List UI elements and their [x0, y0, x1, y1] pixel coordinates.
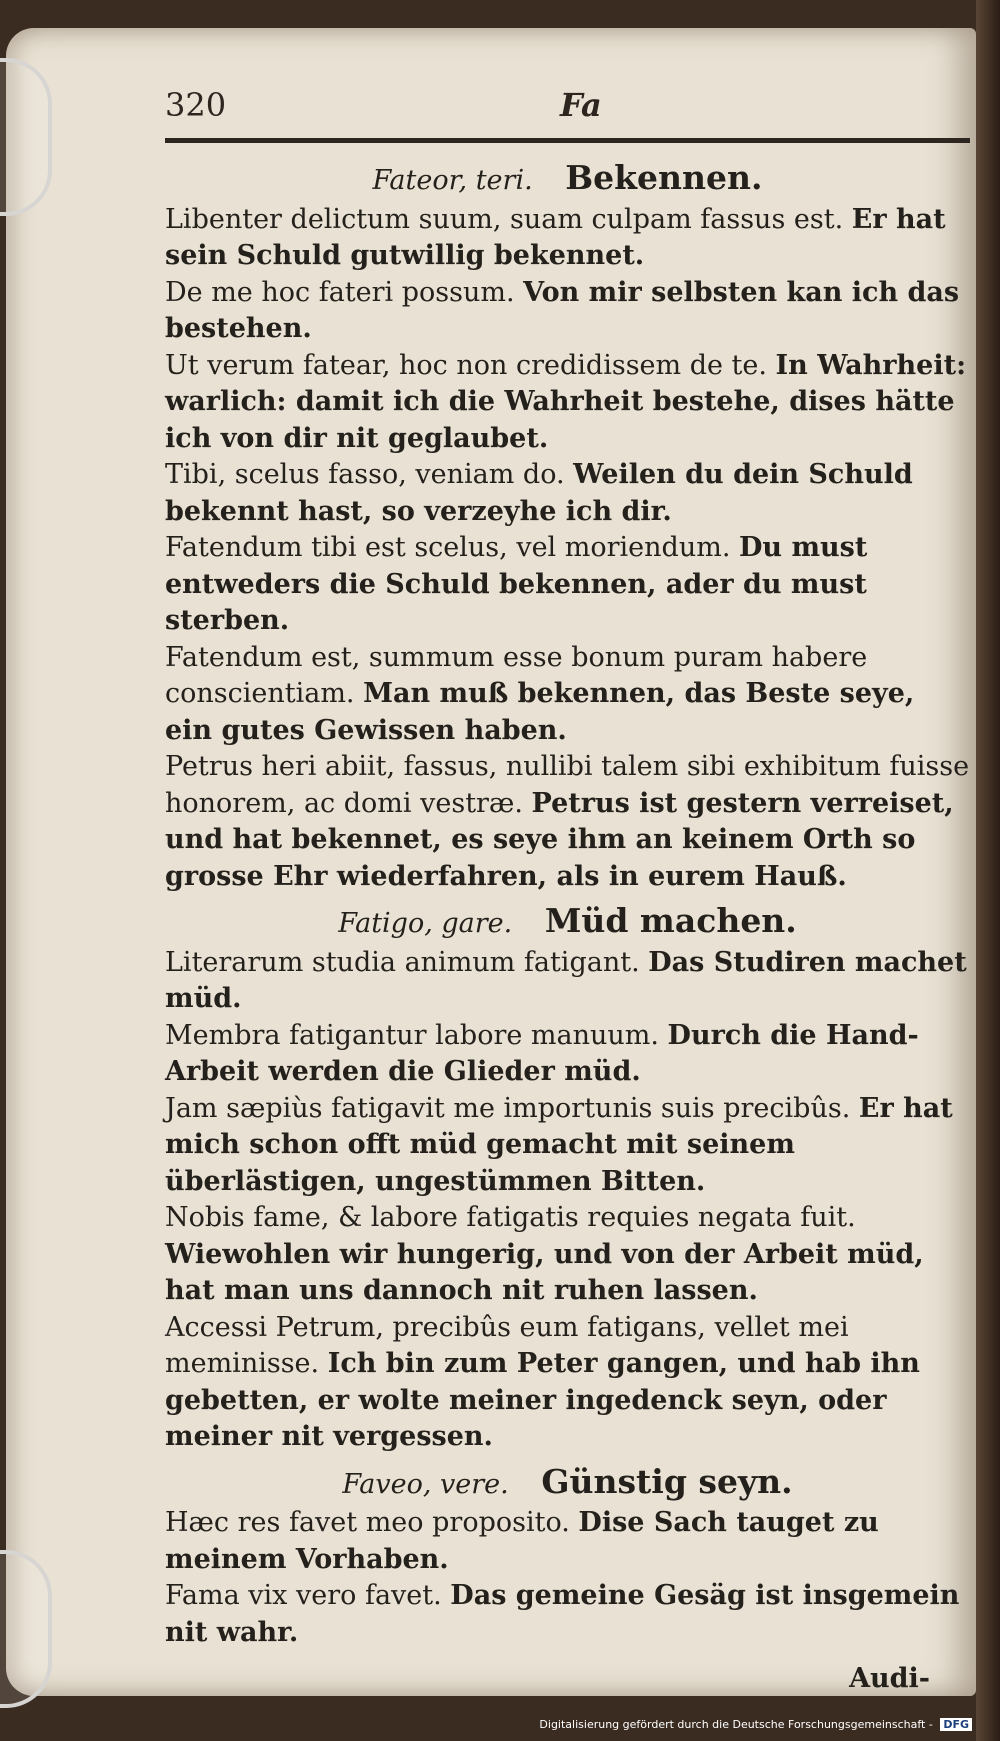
german-translation: Das Studiren machet müd.	[165, 946, 967, 1014]
dictionary-entry	[165, 945, 970, 1018]
dictionary-entry	[165, 457, 970, 530]
page-content	[165, 156, 970, 1698]
dictionary-entry	[165, 348, 970, 458]
footer-credit: Digitalisierung gefördert durch die Deutsche Forschungsgemeinschaft -	[539, 1718, 933, 1731]
digitization-footer	[539, 1718, 972, 1731]
latin-example: Libenter delictum suum, suam culpam fassus est.	[165, 203, 852, 235]
dictionary-entry	[165, 1578, 970, 1651]
latin-example: Membra fatigantur labore manuum.	[165, 1019, 668, 1051]
german-translation: Man muß bekennen, das Beste seye, ein gutes Gewissen haben.	[165, 678, 915, 746]
lemma-german: Müd machen.	[544, 901, 797, 940]
latin-example: Tibi, scelus fasso, veniam do.	[165, 459, 574, 490]
book-edge	[976, 0, 1000, 1741]
german-translation: Petrus ist gestern verreiset, und hat bekennet, es seye ihm an keinem Orth so grosse Ehr wiederfahren, als in eurem Hauß.	[165, 787, 954, 892]
latin-example: Accessi Petrum, precibûs eum fatigans, vellet mei meminisse.	[165, 1311, 849, 1379]
catchword: Audi-	[849, 1663, 930, 1694]
dictionary-entry	[165, 202, 970, 275]
german-translation: In Wahrheit: warlich: damit ich die Wahrheit bestehe, dises hätte ich von dir nit geglaubet.	[165, 349, 967, 454]
dictionary-entry	[165, 1310, 970, 1456]
lemma-heading	[165, 160, 970, 200]
german-translation: Du must entweders die Schuld bekennen, ader du must sterben.	[165, 532, 868, 636]
lemma-heading	[165, 1461, 970, 1504]
german-translation: Weilen du dein Schuld bekennt hast, so verzeyhe ich dir.	[165, 459, 913, 527]
dictionary-entry	[165, 640, 970, 750]
latin-example: De me hoc fateri possum.	[165, 276, 524, 308]
dictionary-entry	[165, 1091, 970, 1201]
latin-example: Fama vix vero favet.	[165, 1580, 451, 1611]
lemma-heading	[165, 903, 970, 943]
page-number: 320	[165, 86, 227, 124]
lemma-latin: Fateor, teri.	[372, 165, 533, 196]
page-clip-top	[0, 58, 52, 216]
lemma-german: Bekennen.	[565, 158, 763, 197]
german-translation: Das gemeine Gesäg ist insgemein nit wahr.	[165, 1580, 960, 1648]
dictionary-entry	[165, 530, 970, 640]
latin-example: Jam sæpiùs fatigavit me importunis suis precibûs.	[165, 1092, 859, 1124]
german-translation: Er hat mich schon offt müd gemacht mit seinem überlästigen, ungestümmen Bitten.	[165, 1092, 953, 1197]
header-rule	[165, 138, 970, 143]
dfg-logo: DFG	[940, 1718, 972, 1731]
latin-example: Nobis fame, & labore fatigatis requies negata fuit.	[165, 1202, 856, 1233]
dictionary-entry	[165, 275, 970, 348]
latin-example: Petrus heri abiit, fassus, nullibi talem sibi exhibitum fuisse honorem, ac domi vestræ.	[165, 751, 970, 819]
lemma-german: Günstig seyn.	[541, 1461, 793, 1501]
page-header	[165, 86, 970, 146]
running-head: Fa	[560, 86, 602, 124]
book-page	[6, 28, 976, 1696]
german-translation: Wiewohlen wir hungerig, und von der Arbeit müd, hat man uns dannoch nit ruhen lassen.	[165, 1238, 924, 1306]
german-translation: Er hat sein Schuld gutwillig bekennet.	[165, 203, 946, 271]
latin-example: Fatendum est, summum esse bonum puram habere conscientiam.	[165, 641, 868, 709]
latin-example: Fatendum tibi est scelus, vel moriendum.	[165, 532, 739, 563]
lemma-latin: Fatigo, gare.	[338, 908, 513, 939]
latin-example: Hæc res favet meo proposito.	[165, 1507, 579, 1538]
dictionary-entry	[165, 1200, 970, 1310]
german-translation: Ich bin zum Peter gangen, und hab ihn gebetten, er wolte meiner ingedenck seyn, oder meiner nit vergessen.	[165, 1348, 920, 1452]
latin-example: Ut verum fatear, hoc non credidissem de te.	[165, 349, 776, 381]
dictionary-entry	[165, 1018, 970, 1091]
german-translation: Dise Sach tauget zu meinem Vorhaben.	[165, 1507, 879, 1575]
german-translation: Von mir selbsten kan ich das bestehen.	[165, 276, 960, 344]
german-translation: Durch die Hand-Arbeit werden die Glieder müd.	[165, 1019, 919, 1087]
dictionary-entry	[165, 1505, 970, 1578]
page-clip-bottom	[0, 1550, 52, 1708]
lemma-latin: Faveo, vere.	[342, 1468, 509, 1500]
latin-example: Literarum studia animum fatigant.	[165, 946, 649, 978]
dictionary-entry	[165, 749, 970, 895]
